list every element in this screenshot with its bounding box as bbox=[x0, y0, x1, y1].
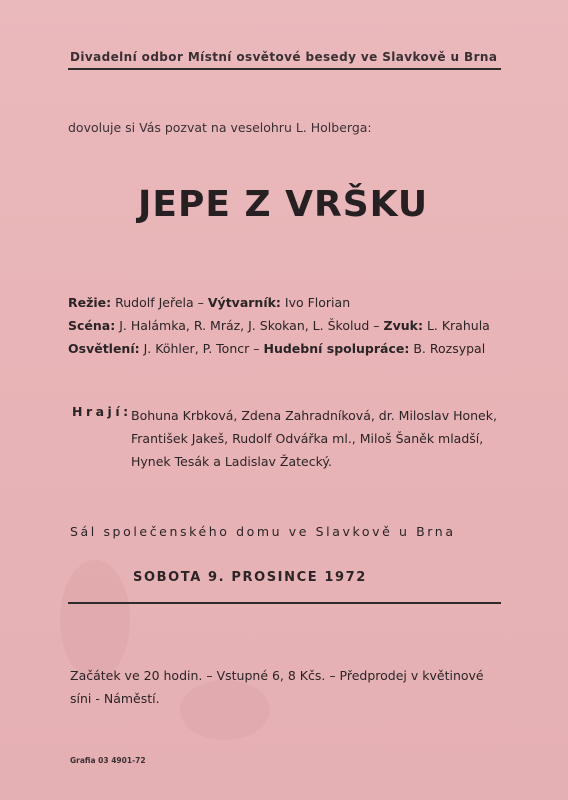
info-line: síni - Náměstí. bbox=[70, 691, 160, 706]
cast-list bbox=[131, 404, 497, 473]
director-value: Rudolf Jeřela – bbox=[115, 295, 204, 310]
lighting-value: J. Köhler, P. Toncr – bbox=[143, 341, 260, 356]
credits-line bbox=[68, 314, 490, 337]
event-info bbox=[70, 664, 484, 710]
event-date: SOBOTA 9. PROSINCE 1972 bbox=[133, 570, 367, 585]
printer-imprint: Grafia 03 4901-72 bbox=[70, 756, 146, 765]
paper-stain bbox=[60, 560, 130, 680]
top-divider bbox=[68, 68, 501, 70]
play-title: JEPE Z VRŠKU bbox=[138, 184, 429, 225]
music-value: B. Rozsypal bbox=[413, 341, 486, 356]
sound-label: Zvuk: bbox=[383, 318, 423, 333]
director-label: Režie: bbox=[68, 295, 112, 310]
credits-line bbox=[68, 291, 490, 314]
cast-label: Hrají: bbox=[72, 404, 132, 419]
cast-line: Hynek Tesák a Ladislav Žatecký. bbox=[131, 454, 332, 469]
date-divider bbox=[68, 602, 501, 604]
info-line: Začátek ve 20 hodin. – Vstupné 6, 8 Kčs. – Předprodej v květinové bbox=[70, 668, 484, 683]
music-label: Hudební spolupráce: bbox=[263, 341, 410, 356]
organizer-header: Divadelní odbor Místní osvětové besedy ve Slavkově u Brna bbox=[70, 50, 498, 64]
credits-block bbox=[68, 291, 490, 360]
cast-line: Bohuna Krbková, Zdena Zahradníková, dr. Miloslav Honek, bbox=[131, 408, 497, 423]
invitation-text: dovoluje si Vás pozvat na veselohru L. Holberga: bbox=[68, 120, 372, 135]
scenery-label: Scéna: bbox=[68, 318, 116, 333]
lighting-label: Osvětlení: bbox=[68, 341, 140, 356]
designer-label: Výtvarník: bbox=[207, 295, 281, 310]
designer-value: Ivo Florian bbox=[284, 295, 351, 310]
sound-value: L. Krahula bbox=[426, 318, 490, 333]
scenery-value: J. Halámka, R. Mráz, J. Skokan, L. Školud – bbox=[119, 318, 380, 333]
credits-line bbox=[68, 337, 490, 360]
cast-line: František Jakeš, Rudolf Odvářka ml., Miloš Šaněk mladší, bbox=[131, 431, 484, 446]
venue-text: Sál společenského domu ve Slavkově u Brna bbox=[70, 524, 456, 539]
